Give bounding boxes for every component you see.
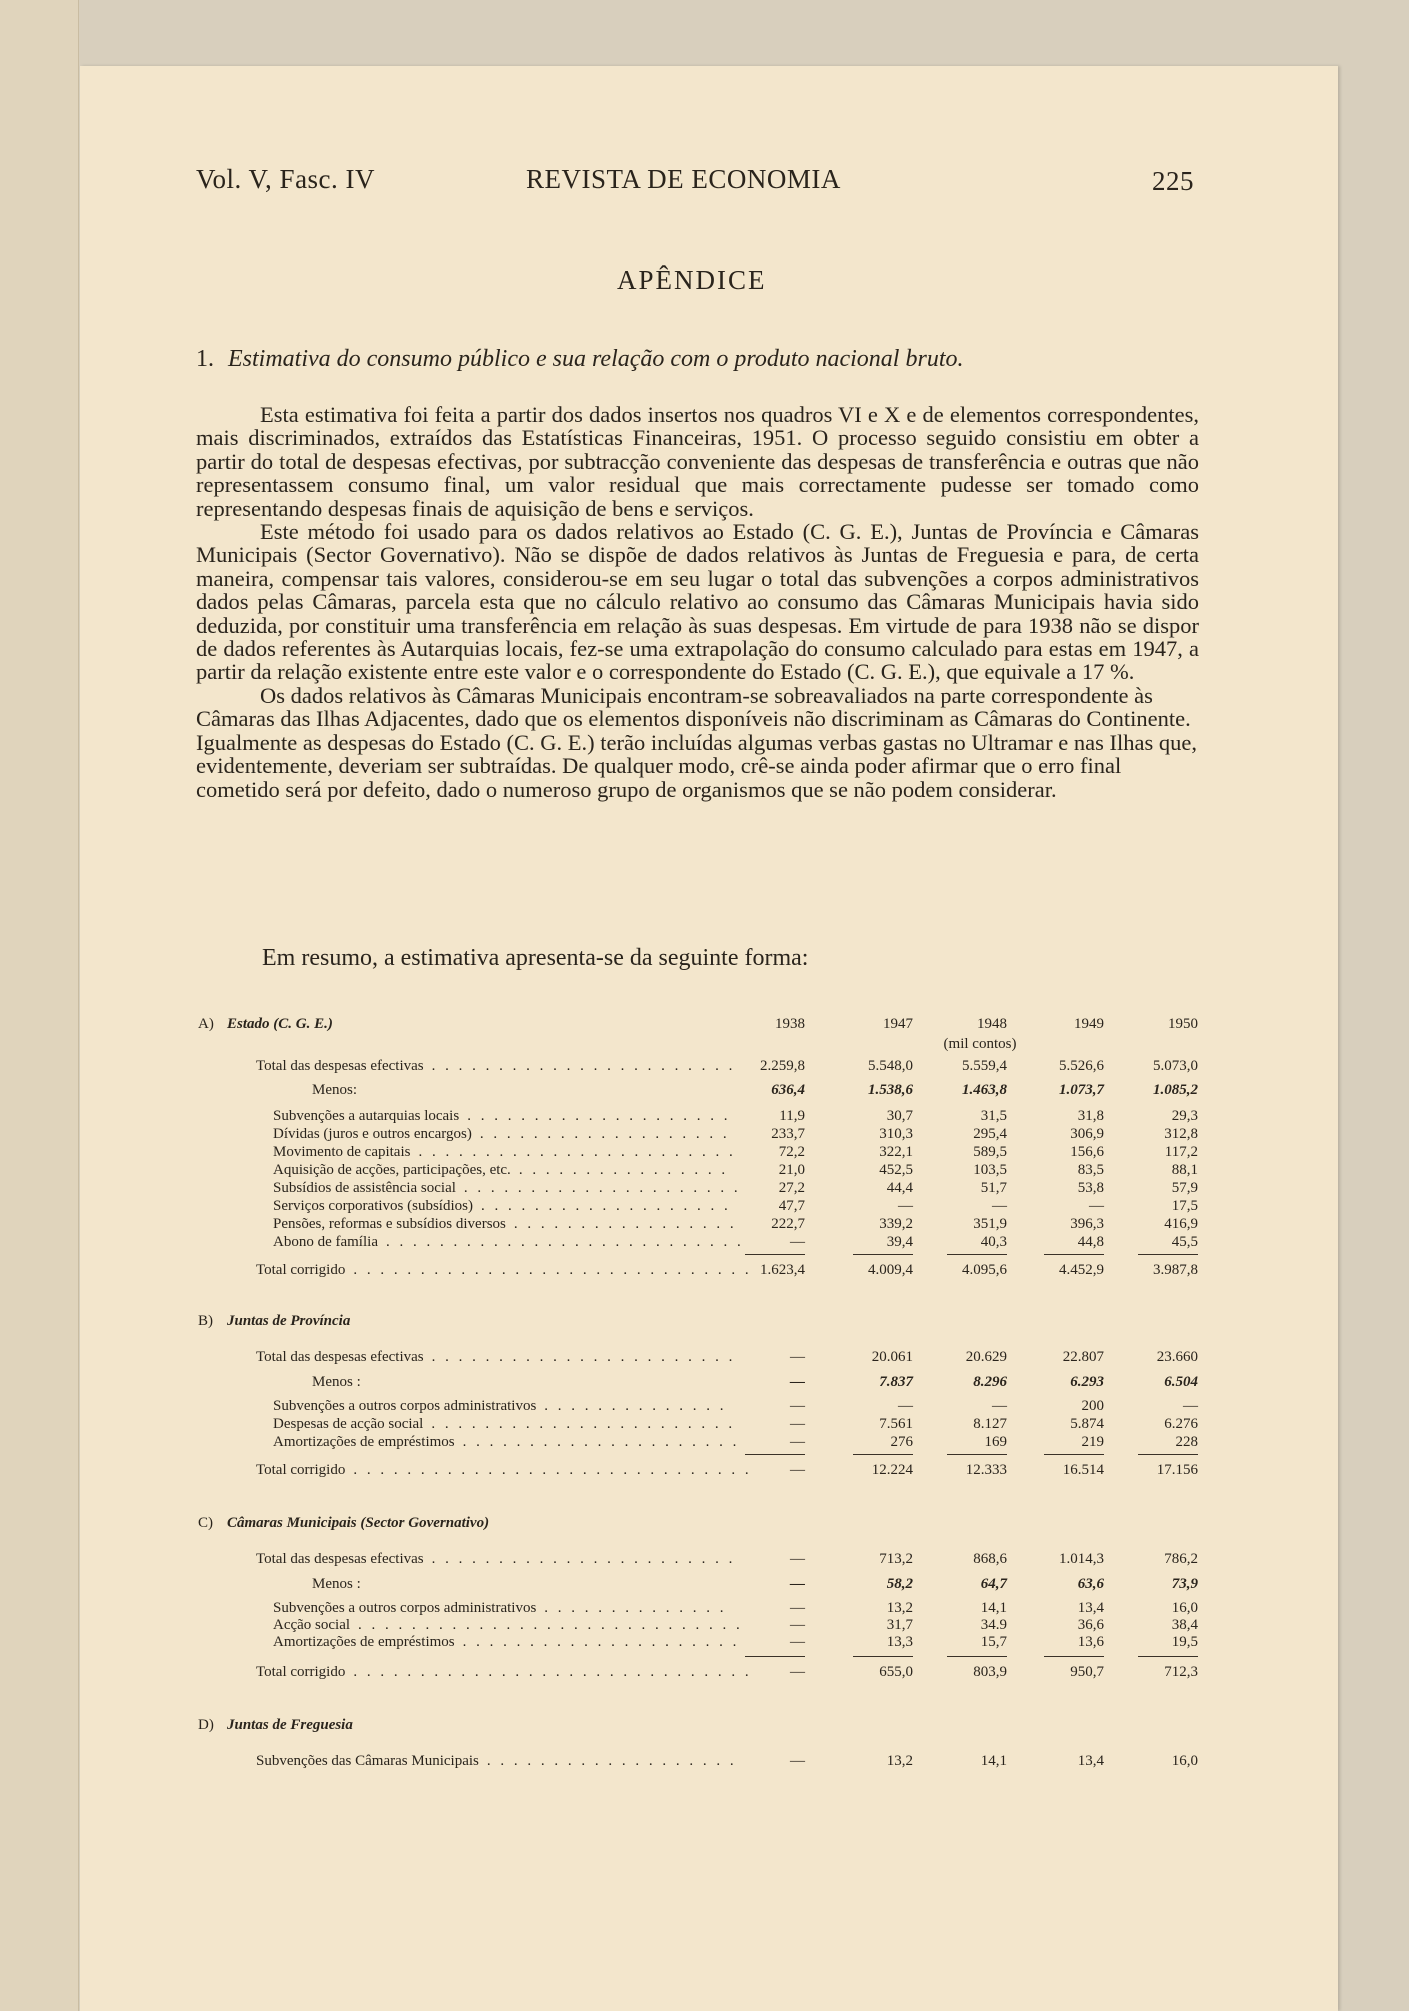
cell-value: — — [898, 1198, 913, 1214]
section-heading — [196, 346, 963, 373]
leader-dots: . . . . . . . . . . . . . . . . . . . . . — [462, 1434, 740, 1450]
leader-dots: . . . . . . . . . . . . . . . . . . . . . — [463, 1180, 741, 1196]
cell-value: 12.224 — [871, 1462, 913, 1478]
leader-dots: . . . . . . . . . . . . . . . . . . . . . . . . . . . — [385, 1234, 744, 1250]
section-letter: B) — [198, 1313, 213, 1329]
cell-value: — — [790, 1600, 805, 1616]
journal-title: REVISTA DE ECONOMIA — [526, 164, 841, 194]
less-value: — — [790, 1374, 805, 1390]
cell-value: 416,9 — [1164, 1216, 1198, 1232]
leader-dots: . . . . . . . . . . . . . . . . . . . . . . . — [431, 1551, 736, 1567]
row-label: Amortizações de empréstimos — [273, 1434, 455, 1450]
cell-value: 14,1 — [980, 1600, 1007, 1616]
cell-value: 12.333 — [965, 1462, 1007, 1478]
unit-label: (mil contos) — [943, 1036, 1017, 1052]
cell-value: — — [790, 1664, 805, 1680]
total-rule — [1138, 1254, 1198, 1255]
total-rule — [745, 1656, 805, 1657]
cell-value: 803,9 — [973, 1664, 1007, 1680]
cell-value: — — [1089, 1198, 1104, 1214]
cell-value: 589,5 — [973, 1144, 1007, 1160]
section-name: Juntas de Freguesia — [227, 1717, 353, 1733]
cell-value: 306,9 — [1070, 1126, 1104, 1142]
less-value: 73,9 — [1171, 1576, 1198, 1592]
cell-value: 4.095,6 — [962, 1262, 1007, 1278]
section-number: 1. — [196, 346, 214, 372]
cell-value: 34.9 — [980, 1617, 1007, 1633]
cell-value: 103,5 — [973, 1162, 1007, 1178]
paragraph-2: Este método foi usado para os dados relativos ao Estado (C. G. E.), Juntas de Província e Câmaras Municipais (Sector Governativo). Não se dispõe de dados relativos às Juntas de Freguesia e para, de certa maneira, compensar tais valores, considerou-se em seu lugar o total das subvenções a corpos administrativos dados pelas Câmaras, parcela esta que no cálculo relativo ao consumo das Câmaras Municipais havia sido deduzida, por constituir uma transferência em relação às suas despesas. Em virtude de para 1938 não se dispor de dados referentes às Autarquias locais, fez-se uma extrapolação do consumo calculado para estas em 1947, a partir da relação existente entre este valor e o correspondente do Estado (C. G. E.), que equivale a 17 %. — [196, 519, 1199, 685]
cell-value: 13,4 — [1077, 1600, 1104, 1616]
total-rule — [1138, 1656, 1198, 1657]
total-rule — [853, 1656, 913, 1657]
cell-value: 51,7 — [980, 1180, 1007, 1196]
cell-value: 16,0 — [1171, 1600, 1198, 1616]
leader-dots: . . . . . . . . . . . . . . . . . . . . . . . . . . . . . . — [353, 1262, 752, 1278]
total-rule — [745, 1254, 805, 1255]
cell-value: 5.548,0 — [868, 1058, 913, 1074]
cell-value: 295,4 — [973, 1126, 1007, 1142]
cell-value: 322,1 — [879, 1144, 913, 1160]
section-letter: A) — [198, 1016, 214, 1032]
cell-value: 31,5 — [980, 1108, 1007, 1124]
cell-value: 44,4 — [886, 1180, 913, 1196]
cell-value: 29,3 — [1171, 1108, 1198, 1124]
leader-dots: . . . . . . . . . . . . . . . . . . . . . . . — [431, 1349, 736, 1365]
leader-dots: . . . . . . . . . . . . . . — [544, 1398, 727, 1414]
cell-value: 31,8 — [1077, 1108, 1104, 1124]
year-header: 1948 — [977, 1016, 1007, 1032]
cell-value: — — [898, 1398, 913, 1414]
cell-value: 36,6 — [1077, 1617, 1104, 1633]
less-value: 636,4 — [771, 1082, 805, 1098]
cell-value: 19,5 — [1171, 1634, 1198, 1650]
total-rule — [853, 1254, 913, 1255]
cell-value: 17.156 — [1156, 1462, 1198, 1478]
cell-value: 13,2 — [886, 1753, 913, 1769]
cell-value: 233,7 — [771, 1126, 805, 1142]
section-name: Estado (C. G. E.) — [227, 1016, 333, 1032]
cell-value: 396,3 — [1070, 1216, 1104, 1232]
less-value: 1.463,8 — [962, 1082, 1007, 1098]
row-label: Subvenções a outros corpos administrativos — [273, 1600, 537, 1616]
less-label: Menos: — [312, 1082, 357, 1098]
less-label: Menos : — [312, 1576, 361, 1592]
cell-value: 27,2 — [778, 1180, 805, 1196]
row-label: Total das despesas efectivas — [256, 1349, 424, 1365]
cell-value: 1.014,3 — [1059, 1551, 1104, 1567]
total-label: Total corrigido — [256, 1664, 346, 1680]
year-header: 1950 — [1168, 1016, 1198, 1032]
cell-value: 83,5 — [1077, 1162, 1104, 1178]
leader-dots: . . . . . . . . . . . . . . . . . . . . — [467, 1108, 731, 1124]
row-label: Movimento de capitais — [273, 1144, 411, 1160]
cell-value: — — [790, 1551, 805, 1567]
row-label: Amortizações de empréstimos — [273, 1634, 455, 1650]
cell-value: 22.807 — [1062, 1349, 1104, 1365]
leader-dots: . . . . . . . . . . . . . . . . . . . . . . . . . . . . . — [358, 1617, 743, 1633]
cell-value: 39,4 — [886, 1234, 913, 1250]
cell-value: 200 — [1081, 1398, 1104, 1414]
cell-value: 339,2 — [879, 1216, 913, 1232]
cell-value: 16.514 — [1062, 1462, 1104, 1478]
row-label: Subvenções a outros corpos administrativos — [273, 1398, 537, 1414]
total-label: Total corrigido — [256, 1262, 346, 1278]
cell-value: — — [992, 1198, 1007, 1214]
row-label: Abono de família — [273, 1234, 378, 1250]
cell-value: 44,8 — [1077, 1234, 1104, 1250]
less-value: 63,6 — [1077, 1576, 1104, 1592]
cell-value: 117,2 — [1164, 1144, 1198, 1160]
cell-value: 17,5 — [1171, 1198, 1198, 1214]
less-value: 1.073,7 — [1059, 1082, 1104, 1098]
less-value: 64,7 — [980, 1576, 1007, 1592]
leader-dots: . . . . . . . . . . . . . . . . . . . . . . . — [431, 1416, 736, 1432]
cell-value: 786,2 — [1164, 1551, 1198, 1567]
total-rule — [947, 1254, 1007, 1255]
row-label: Total das despesas efectivas — [256, 1551, 424, 1567]
cell-value: 6.276 — [1164, 1416, 1198, 1432]
section-title: Estimativa do consumo público e sua relação com o produto nacional bruto. — [228, 346, 964, 372]
cell-value: 13,4 — [1077, 1753, 1104, 1769]
leader-dots: . . . . . . . . . . . . . . . . . — [513, 1216, 737, 1232]
cell-value: — — [790, 1434, 805, 1450]
row-label: Acção social — [273, 1617, 351, 1633]
cell-value: 38,4 — [1171, 1617, 1198, 1633]
cell-value: 312,8 — [1164, 1126, 1198, 1142]
cell-value: 169 — [984, 1434, 1007, 1450]
cell-value: 7.561 — [879, 1416, 913, 1432]
cell-value: — — [790, 1753, 805, 1769]
cell-value: 310,3 — [879, 1126, 913, 1142]
row-label: Dívidas (juros e outros encargos) — [273, 1126, 472, 1142]
cell-value: 57,9 — [1171, 1180, 1198, 1196]
less-value: 7.837 — [879, 1374, 913, 1390]
total-rule — [1138, 1454, 1198, 1455]
cell-value: 950,7 — [1070, 1664, 1104, 1680]
paragraph-1: Esta estimativa foi feita a partir dos dados insertos nos quadros VI e X e de elementos correspondentes, mais discriminados, extraídos das Estatísticas Financeiras, 1951. O processo seguido consistiu em obter a partir do total de despesas efectivas, por subtracção conveniente das despesas de transferência e outras que não representassem consumo final, um valor residual que mais correctamente pudesse ser tomado como representando despesas finais de aquisição de bens e serviços. — [196, 402, 1199, 521]
leader-dots: . . . . . . . . . . . . . . . . . . . — [486, 1753, 737, 1769]
cell-value: 452,5 — [879, 1162, 913, 1178]
less-value: 6.293 — [1070, 1374, 1104, 1390]
cell-value: 5.559,4 — [962, 1058, 1007, 1074]
leader-dots: . . . . . . . . . . . . . . . . . . . . . . . . — [418, 1144, 736, 1160]
row-label: Serviços corporativos (subsídios) — [273, 1198, 473, 1214]
leader-dots: . . . . . . . . . . . . . . . . — [518, 1162, 729, 1178]
cell-value: 20.629 — [965, 1349, 1007, 1365]
less-value: 6.504 — [1164, 1374, 1198, 1390]
row-label: Subsídios de assistência social — [273, 1180, 456, 1196]
cell-value: 3.987,8 — [1153, 1262, 1198, 1278]
cell-value: 219 — [1081, 1434, 1104, 1450]
cell-value: — — [790, 1398, 805, 1414]
summary-intro: Em resumo, a estimativa apresenta-se da seguinte forma: — [262, 945, 809, 971]
cell-value: 222,7 — [771, 1216, 805, 1232]
cell-value: — — [1183, 1398, 1198, 1414]
less-value: 8.296 — [973, 1374, 1007, 1390]
cell-value: — — [790, 1634, 805, 1650]
cell-value: 16,0 — [1171, 1753, 1198, 1769]
cell-value: 11,9 — [779, 1108, 805, 1124]
cell-value: 5.073,0 — [1153, 1058, 1198, 1074]
cell-value: 45,5 — [1171, 1234, 1198, 1250]
cell-value: — — [790, 1349, 805, 1365]
cell-value: 351,9 — [973, 1216, 1007, 1232]
cell-value: 713,2 — [879, 1551, 913, 1567]
total-rule — [947, 1454, 1007, 1455]
less-value: — — [790, 1576, 805, 1592]
total-rule — [1044, 1254, 1104, 1255]
cell-value: 276 — [890, 1434, 913, 1450]
leader-dots: . . . . . . . . . . . . . . . . . . . — [480, 1198, 731, 1214]
total-rule — [1044, 1656, 1104, 1657]
row-label: Subvenções das Câmaras Municipais — [256, 1753, 479, 1769]
row-label: Aquisição de acções, participações, etc. — [273, 1162, 511, 1178]
cell-value: 31,7 — [886, 1617, 913, 1633]
total-rule — [745, 1454, 805, 1455]
cell-value: 21,0 — [778, 1162, 805, 1178]
cell-value: 2.259,8 — [760, 1058, 805, 1074]
leader-dots: . . . . . . . . . . . . . . . . . . . . . — [462, 1634, 740, 1650]
total-label: Total corrigido — [256, 1462, 346, 1478]
cell-value: — — [790, 1462, 805, 1478]
less-label: Menos : — [312, 1374, 361, 1390]
cell-value: — — [992, 1398, 1007, 1414]
cell-value: 13,2 — [886, 1600, 913, 1616]
body-text — [196, 403, 1199, 801]
section-name: Juntas de Província — [227, 1313, 351, 1329]
cell-value: 1.623,4 — [760, 1262, 805, 1278]
cell-value: 156,6 — [1070, 1144, 1104, 1160]
cell-value: 72,2 — [778, 1144, 805, 1160]
leader-dots: . . . . . . . . . . . . . . . . . . . — [479, 1126, 730, 1142]
cell-value: 868,6 — [973, 1551, 1007, 1567]
cell-value: 655,0 — [879, 1664, 913, 1680]
cell-value: — — [790, 1234, 805, 1250]
cell-value: 23.660 — [1156, 1349, 1198, 1365]
less-value: 1.085,2 — [1153, 1082, 1198, 1098]
cell-value: 15,7 — [980, 1634, 1007, 1650]
leader-dots: . . . . . . . . . . . . . . . . . . . . . . . . . . . . . . — [353, 1462, 752, 1478]
total-rule — [1044, 1454, 1104, 1455]
total-rule — [853, 1454, 913, 1455]
row-label: Despesas de acção social — [273, 1416, 424, 1432]
cell-value: — — [790, 1416, 805, 1432]
previous-page-edge — [0, 0, 79, 2011]
cell-value: 47,7 — [778, 1198, 805, 1214]
section-name: Câmaras Municipais (Sector Governativo) — [227, 1515, 490, 1531]
total-rule — [947, 1656, 1007, 1657]
cell-value: 712,3 — [1164, 1664, 1198, 1680]
less-value: 1.538,6 — [868, 1082, 913, 1098]
cell-value: 4.009,4 — [868, 1262, 913, 1278]
cell-value: 4.452,9 — [1059, 1262, 1104, 1278]
row-label: Subvenções a autarquias locais — [273, 1108, 460, 1124]
cell-value: 8.127 — [973, 1416, 1007, 1432]
year-header: 1949 — [1074, 1016, 1104, 1032]
row-label: Pensões, reformas e subsídios diversos — [273, 1216, 506, 1232]
cell-value: — — [790, 1617, 805, 1633]
less-value: 58,2 — [886, 1576, 913, 1592]
cell-value: 88,1 — [1171, 1162, 1198, 1178]
appendix-title: APÊNDICE — [617, 265, 767, 295]
leader-dots: . . . . . . . . . . . . . . — [544, 1600, 727, 1616]
leader-dots: . . . . . . . . . . . . . . . . . . . . . . . . . . . . . . — [353, 1664, 752, 1680]
cell-value: 30,7 — [886, 1108, 913, 1124]
paragraph-3: Os dados relativos às Câmaras Municipais encontram-se sobreavaliados na parte correspondente às Câmaras das Ilhas Adjacentes, dado que os elementos disponíveis não discriminam as Câmaras do Continente. Igualmente as despesas do Estado (C. G. E.) terão incluídas algumas verbas gastas no Ultramar e nas Ilhas que, evidentemente, deveriam ser subtraídas. De qualquer modo, crê-se ainda poder afirmar que o erro final cometido será por defeito, dado o numeroso grupo de organismos que se não podem considerar. — [196, 682, 1197, 802]
section-letter: C) — [198, 1515, 213, 1531]
cell-value: 20.061 — [871, 1349, 913, 1365]
cell-value: 228 — [1175, 1434, 1198, 1450]
cell-value: 5.526,6 — [1059, 1058, 1104, 1074]
volume-label: Vol. V, Fasc. IV — [196, 164, 376, 194]
cell-value: 14,1 — [980, 1753, 1007, 1769]
cell-value: 53,8 — [1077, 1180, 1104, 1196]
cell-value: 13,3 — [886, 1634, 913, 1650]
cell-value: 5.874 — [1070, 1416, 1104, 1432]
year-header: 1947 — [883, 1016, 913, 1032]
year-header: 1938 — [775, 1016, 805, 1032]
cell-value: 13,6 — [1077, 1634, 1104, 1650]
row-label: Total das despesas efectivas — [256, 1058, 424, 1074]
leader-dots: . . . . . . . . . . . . . . . . . . . . . . . — [431, 1058, 736, 1074]
cell-value: 40,3 — [980, 1234, 1007, 1250]
section-letter: D) — [198, 1717, 214, 1733]
page-number: 225 — [1152, 166, 1194, 196]
